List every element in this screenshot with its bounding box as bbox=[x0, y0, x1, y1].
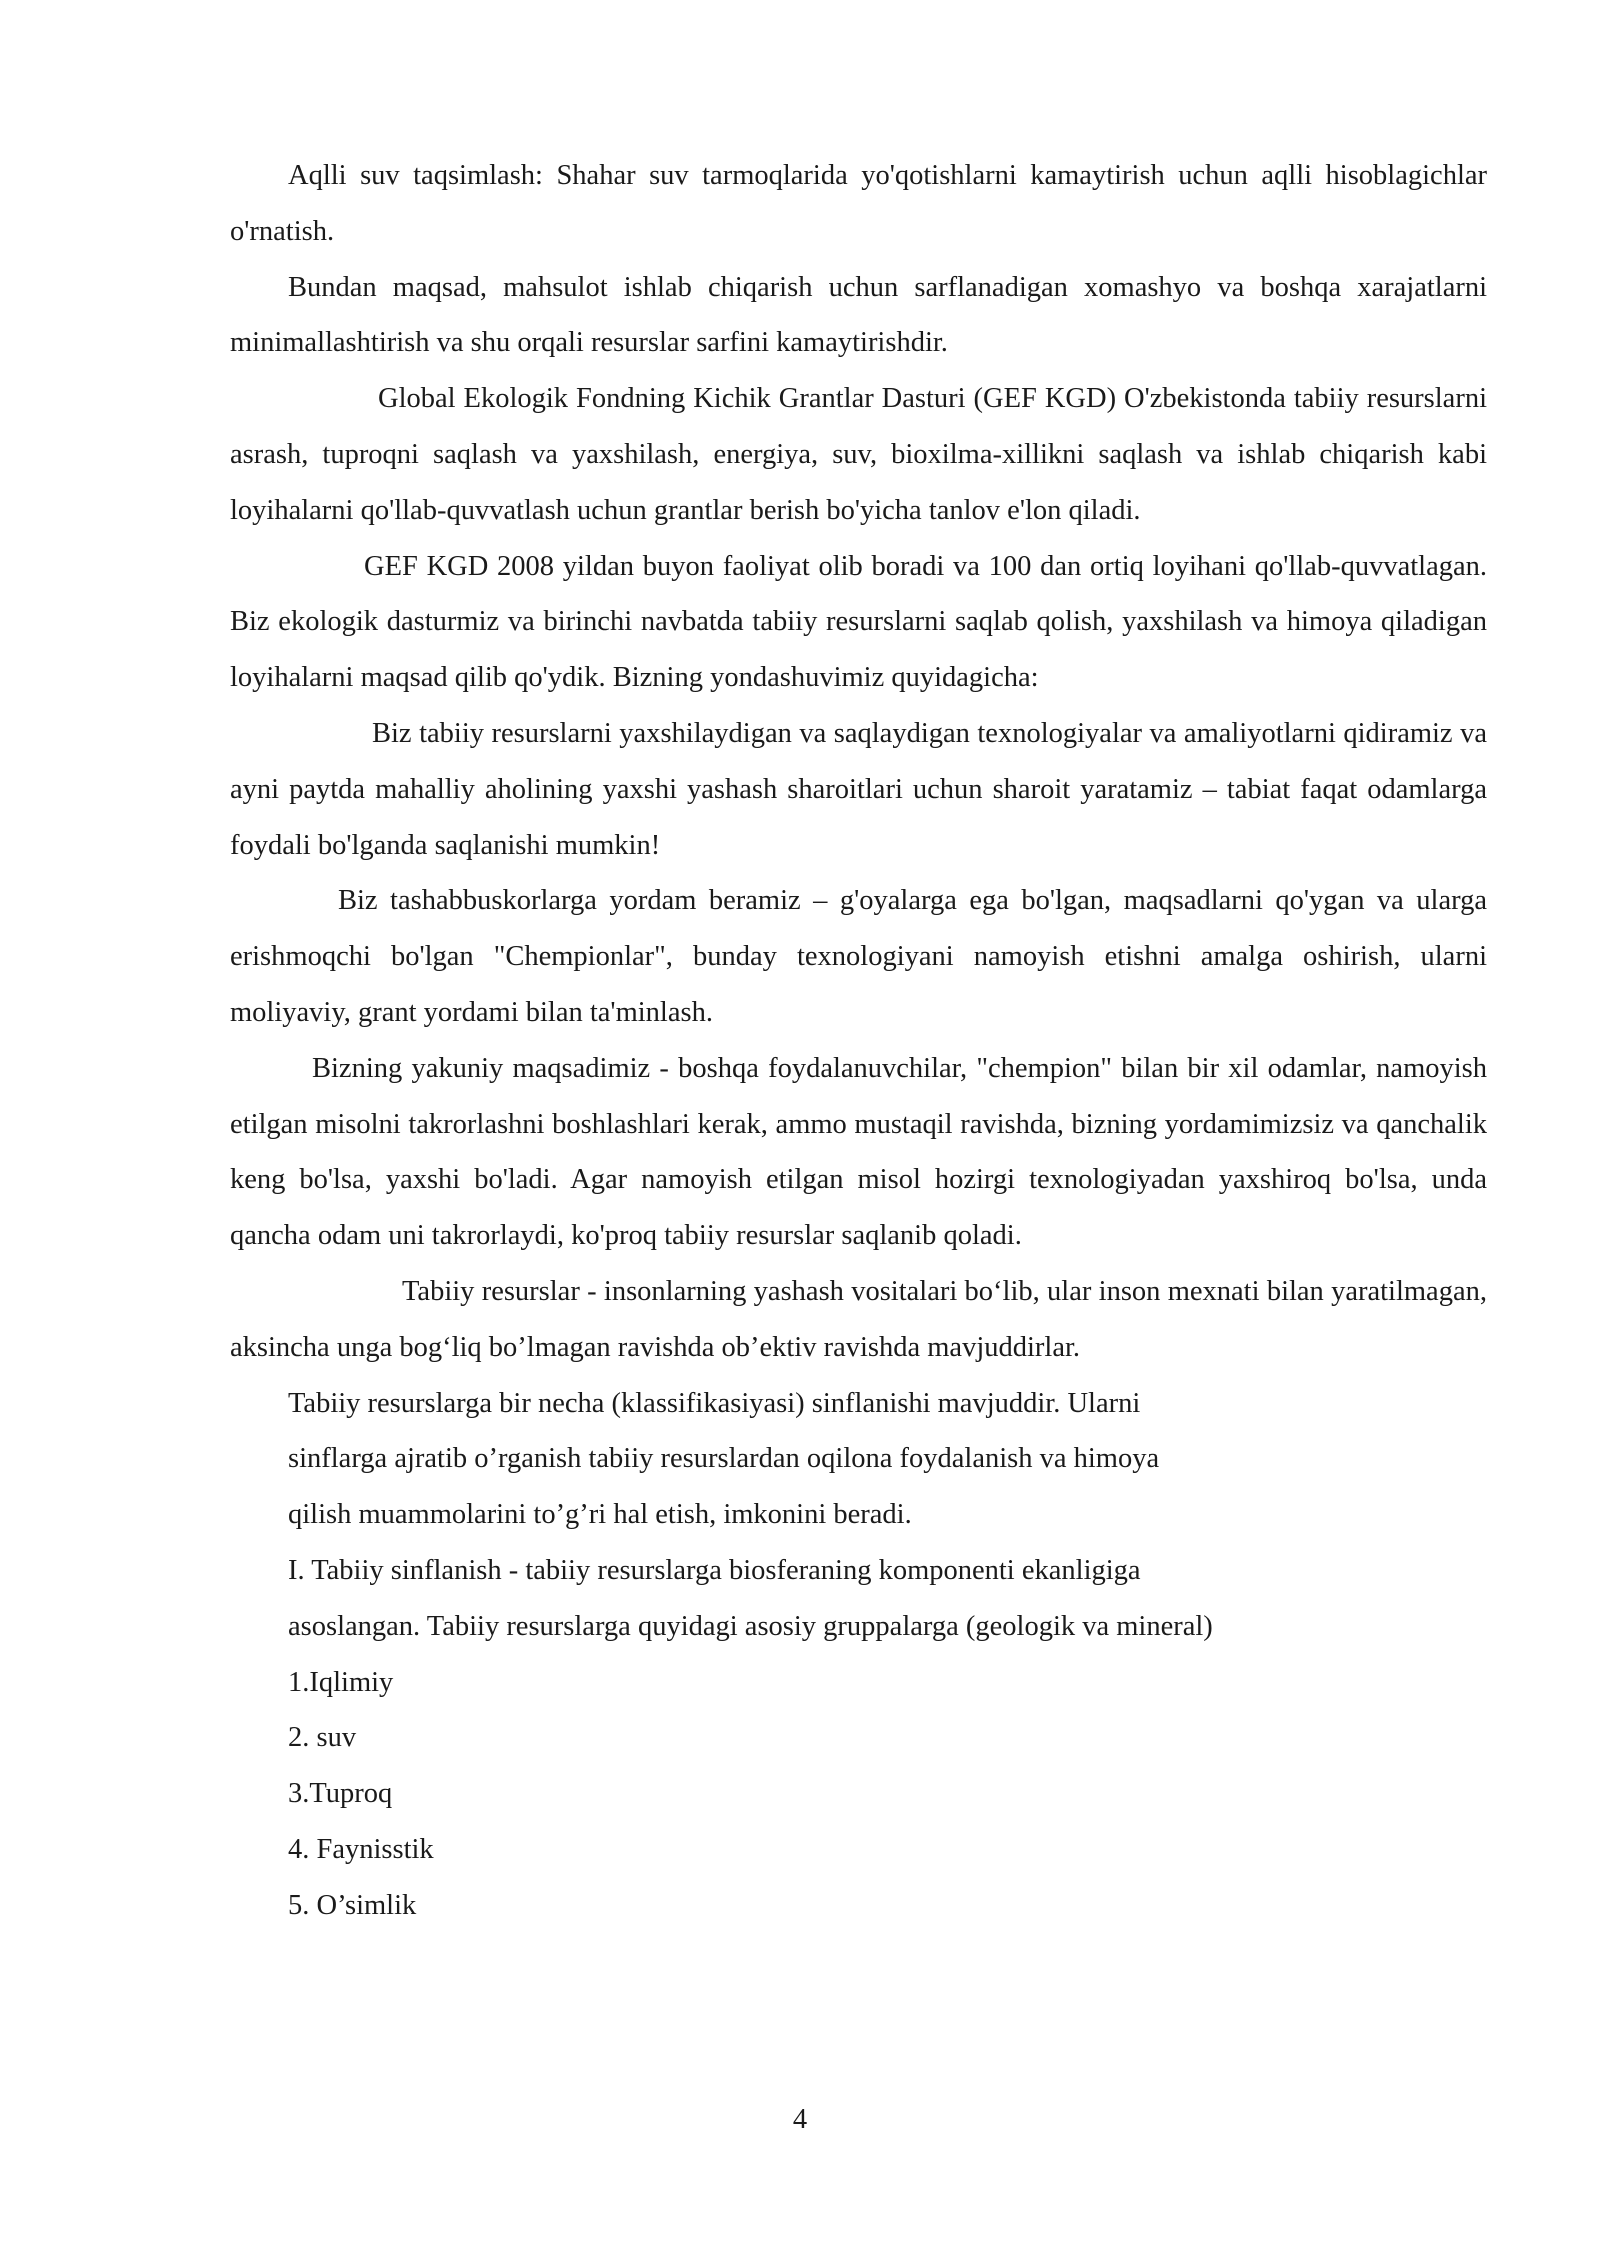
paragraph-champions: Biz tashabbuskorlarga yordam beramiz – g'oyalarga ega bo'lgan, maqsadlarni qo'ygan va ularga erishmoqchi bo'lgan "Chempionlar", bunday texnologiyani namoyish etishni amalga oshirish, ularni moliyaviy, grant yordami bilan ta'minlash. bbox=[230, 885, 1487, 1028]
classification-intro-line: Tabiiy resurslarga bir necha (klassifikasiyasi) sinflanishi mavjuddir. Ularni bbox=[288, 1387, 1141, 1419]
document-body bbox=[230, 148, 1487, 1934]
list-item: 2. suv bbox=[288, 1722, 357, 1754]
natural-classification bbox=[230, 1543, 1487, 1655]
page-number: 4 bbox=[792, 2104, 808, 2135]
paragraph-purpose: Bundan maqsad, mahsulot ishlab chiqarish uchun sarflanadigan xomashyo va boshqa xarajatlarni minimallashtirish va shu orqali resurslar sarfini kamaytirishdir. bbox=[230, 271, 1487, 359]
paragraph-gef-history: GEF KGD 2008 yildan buyon faoliyat olib boradi va 100 dan ortiq loyihani qo'llab-quvvatlagan. Biz ekologik dasturmiz va birinchi navbatda tabiiy resurslarni saqlab qolish, yaxshilash va himoya qiladigan loyihalarni maqsad qilib qo'ydik. Bizning yondashuvimiz quyidagicha: bbox=[230, 550, 1487, 694]
natural-classification-line: asoslangan. Tabiiy resurslarga quyidagi asosiy gruppalarga (geologik va mineral) bbox=[288, 1610, 1213, 1642]
list-item: 4. Faynisstik bbox=[288, 1833, 434, 1865]
paragraph-final-goal: Bizning yakuniy maqsadimiz - boshqa foydalanuvchilar, "chempion" bilan bir xil odamlar, namoyish etilgan misolni takrorlashni boshlashlari kerak, ammo mustaqil ravishda, bizning yordamimizsiz va qanchalik keng bo'lsa, yaxshi bo'ladi. Agar namoyish etilgan misol hozirgi texnologiyadan yaxshiroq bo'lsa, unda qancha odam uni takrorlaydi, ko'proq tabiiy resurslar saqlanib qoladi. bbox=[230, 1052, 1487, 1252]
classification-intro bbox=[230, 1376, 1487, 1543]
classification-intro-line: qilish muammolarini to’g’ri hal etish, imkonini beradi. bbox=[288, 1499, 912, 1531]
list-item: 1.Iqlimiy bbox=[288, 1666, 394, 1698]
paragraph-natural-resources: Tabiiy resurslar - insonlarning yashash vositalari bo‘lib, ular inson mexnati bilan yaratilmagan, aksincha unga bog‘liq bo’lmagan ravishda ob’ektiv ravishda mavjuddirlar. bbox=[230, 1275, 1487, 1363]
paragraph-technologies: Biz tabiiy resurslarni yaxshilaydigan va saqlaydigan texnologiyalar va amaliyotlarni qidiramiz va ayni paytda mahalliy aholining yaxshi yashash sharoitlari uchun sharoit yaratamiz – tabiat faqat odamlarga foydali bo'lganda saqlanishi mumkin! bbox=[230, 717, 1487, 861]
list-item: 3.Tuproq bbox=[288, 1778, 393, 1810]
classification-intro-line: sinflarga ajratib o’rganish tabiiy resurslardan oqilona foydalanish va himoya bbox=[288, 1443, 1160, 1475]
paragraph-gef-program: Global Ekologik Fondning Kichik Grantlar Dasturi (GEF KGD) O'zbekistonda tabiiy resurslarni asrash, tuproqni saqlash va yaxshilash, energiya, suv, bioxilma-xillikni saqlash va ishlab chiqarish kabi loyihalarni qo'llab-quvvatlash uchun grantlar berish bo'yicha tanlov e'lon qiladi. bbox=[230, 383, 1487, 526]
resource-groups-list bbox=[230, 1655, 1487, 1934]
paragraph-smart-water: Aqlli suv taqsimlash: Shahar suv tarmoqlarida yo'qotishlarni kamaytirish uchun aqlli hisoblagichlar o'rnatish. bbox=[230, 160, 1487, 247]
list-item: 5. O’simlik bbox=[288, 1889, 417, 1921]
natural-classification-line: I. Tabiiy sinflanish - tabiiy resurslarga biosferaning komponenti ekanligiga bbox=[288, 1554, 1141, 1586]
